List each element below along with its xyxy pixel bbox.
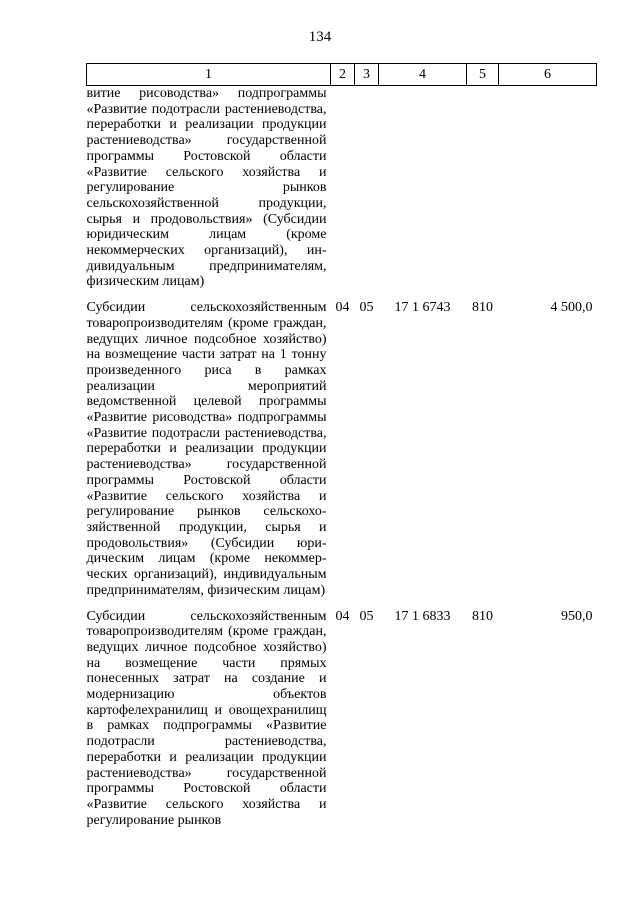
- row-amount: [499, 86, 597, 291]
- row-amount: 950,0: [561, 608, 593, 624]
- row-target-article: 17 1 6743: [394, 300, 451, 316]
- row-description: витие рисоводства» подпрограммы «Развитие подотрасли растениеводства, переработки и реализации продукции растениеводства» государственной программы Ростовской области «Развитие сельского хозяйства и регулирование рынков сельскохозяйственной продукции, сырья и продовольствия» (Субсидии юридическим лицам (кроме некоммерческих организаций), индивидуальным предпринимателям, физическим лицам): [86, 86, 327, 290]
- row-subsection-code: 05: [359, 300, 374, 316]
- row-target-article: [379, 86, 467, 291]
- row-expense-type: [467, 86, 499, 291]
- column-header-5: 5: [467, 64, 499, 86]
- row-subsection-code: 05: [359, 608, 374, 624]
- column-header-3: 3: [355, 64, 379, 86]
- column-header-4: 4: [379, 64, 467, 86]
- table-header-row: [87, 64, 597, 86]
- row-description: Субсидии сельскохозяйственным товаропроизводителям (кроме граждан, ведущих личное подсобное хозяйство) на возмещение части затрат на 1 тонну произведенного риса в рамках реализации мероприятий ведомственной целевой программы «Развитие рисоводства» подпрограммы «Развитие подотрасли растениеводства, переработки и реализации продукции растениеводства» государственной программы Ростовской области «Развитие сельского хозяйства и регулирование рынков сельскохозяйственной продукции, сырья и продовольствия» (Субсидии юридическим лицам (кроме некоммерческих организаций), индивидуальным предпринимателям, физическим лицам): [86, 300, 327, 598]
- row-section-code: 04: [335, 300, 350, 316]
- row-target-article: 17 1 6833: [394, 608, 451, 624]
- page-number: 134: [308, 29, 332, 45]
- column-header-6: 6: [499, 64, 597, 86]
- budget-table: [86, 63, 597, 828]
- row-amount: 4 500,0: [550, 300, 593, 316]
- row-expense-type: 810: [472, 608, 493, 624]
- table-row: [87, 290, 597, 598]
- row-section-code: 04: [335, 608, 350, 624]
- table-row: [87, 86, 597, 291]
- row-expense-type: 810: [472, 300, 493, 316]
- column-header-2: 2: [331, 64, 355, 86]
- row-section-code: [331, 86, 355, 291]
- row-description: Субсидии сельскохозяйственным товаропроизводителям (кроме граждан, ведущих личное подсобное хозяйство) на возмещение части прямых понесенных затрат на создание и модернизацию объектов картофелехранилищ и овощехранилищ в рамках подпрограммы «Развитие подотрасли растениеводства, переработки и реализации продукции растениеводства» государственной программы Ростовской области «Развитие сельского хозяйства и регулирование рынков: [86, 608, 327, 828]
- table-row: [87, 599, 597, 829]
- column-header-1: 1: [87, 64, 331, 86]
- row-subsection-code: [355, 86, 379, 291]
